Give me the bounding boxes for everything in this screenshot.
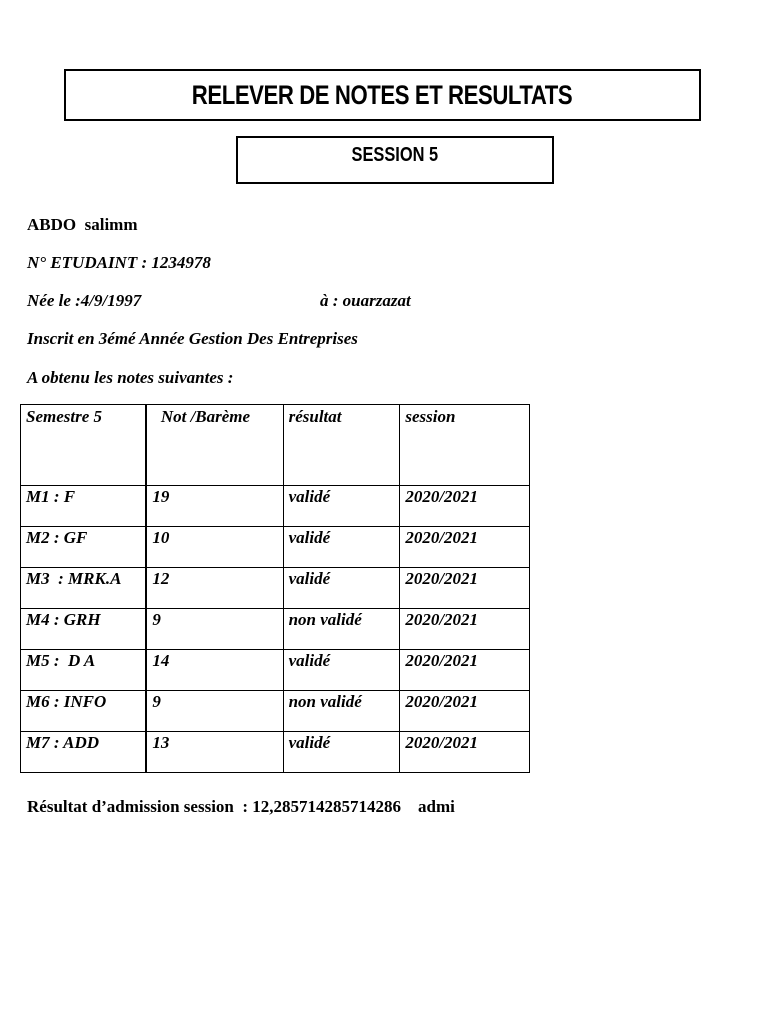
table-row [21, 609, 530, 650]
module-cell: M6 : INFO [21, 691, 147, 732]
session-box [236, 136, 554, 184]
result-cell: non validé [283, 691, 400, 732]
grade-cell: 13 [146, 732, 283, 773]
table-row [21, 732, 530, 773]
intro-line: A obtenu les notes suivantes : [27, 368, 234, 387]
student-number: N° ETUDAINT : 1234978 [27, 253, 211, 272]
table-row [21, 527, 530, 568]
document-title: RELEVER DE NOTES ET RESULTATS [192, 79, 573, 110]
module-cell: M3 : MRK.A [21, 568, 147, 609]
grade-cell: 9 [146, 609, 283, 650]
result-cell: validé [283, 732, 400, 773]
grade-cell: 9 [146, 691, 283, 732]
result-cell: validé [283, 486, 400, 527]
session-cell: 2020/2021 [400, 527, 530, 568]
grade-cell: 19 [146, 486, 283, 527]
grade-cell: 12 [146, 568, 283, 609]
header-semester: Semestre 5 [21, 405, 147, 486]
result-cell: validé [283, 568, 400, 609]
session-cell: 2020/2021 [400, 609, 530, 650]
module-cell: M4 : GRH [21, 609, 147, 650]
admission-result: Résultat d’admission session : 12,285714285714286 admi [27, 797, 455, 816]
session-cell: 2020/2021 [400, 691, 530, 732]
table-row [21, 486, 530, 527]
table-row [21, 568, 530, 609]
session-cell: 2020/2021 [400, 486, 530, 527]
header-session: session [400, 405, 530, 486]
result-cell: non validé [283, 609, 400, 650]
grades-table [20, 404, 530, 773]
result-cell: validé [283, 650, 400, 691]
birth-date: Née le :4/9/1997 [27, 291, 142, 310]
session-cell: 2020/2021 [400, 650, 530, 691]
module-cell: M7 : ADD [21, 732, 147, 773]
session-cell: 2020/2021 [400, 732, 530, 773]
student-name: ABDO salimm [27, 215, 138, 234]
title-box [64, 69, 701, 121]
result-cell: validé [283, 527, 400, 568]
module-cell: M5 : D A [21, 650, 147, 691]
module-cell: M1 : F [21, 486, 147, 527]
birth-place: à : ouarzazat [320, 291, 411, 310]
header-grade: Not /Barème [146, 405, 283, 486]
module-cell: M2 : GF [21, 527, 147, 568]
enrollment-line: Inscrit en 3émé Année Gestion Des Entreprises [27, 329, 358, 348]
table-header-row [21, 405, 530, 486]
session-label: SESSION 5 [351, 144, 439, 166]
table-row [21, 691, 530, 732]
table-row [21, 650, 530, 691]
session-cell: 2020/2021 [400, 568, 530, 609]
grade-cell: 14 [146, 650, 283, 691]
header-result: résultat [283, 405, 400, 486]
grade-cell: 10 [146, 527, 283, 568]
